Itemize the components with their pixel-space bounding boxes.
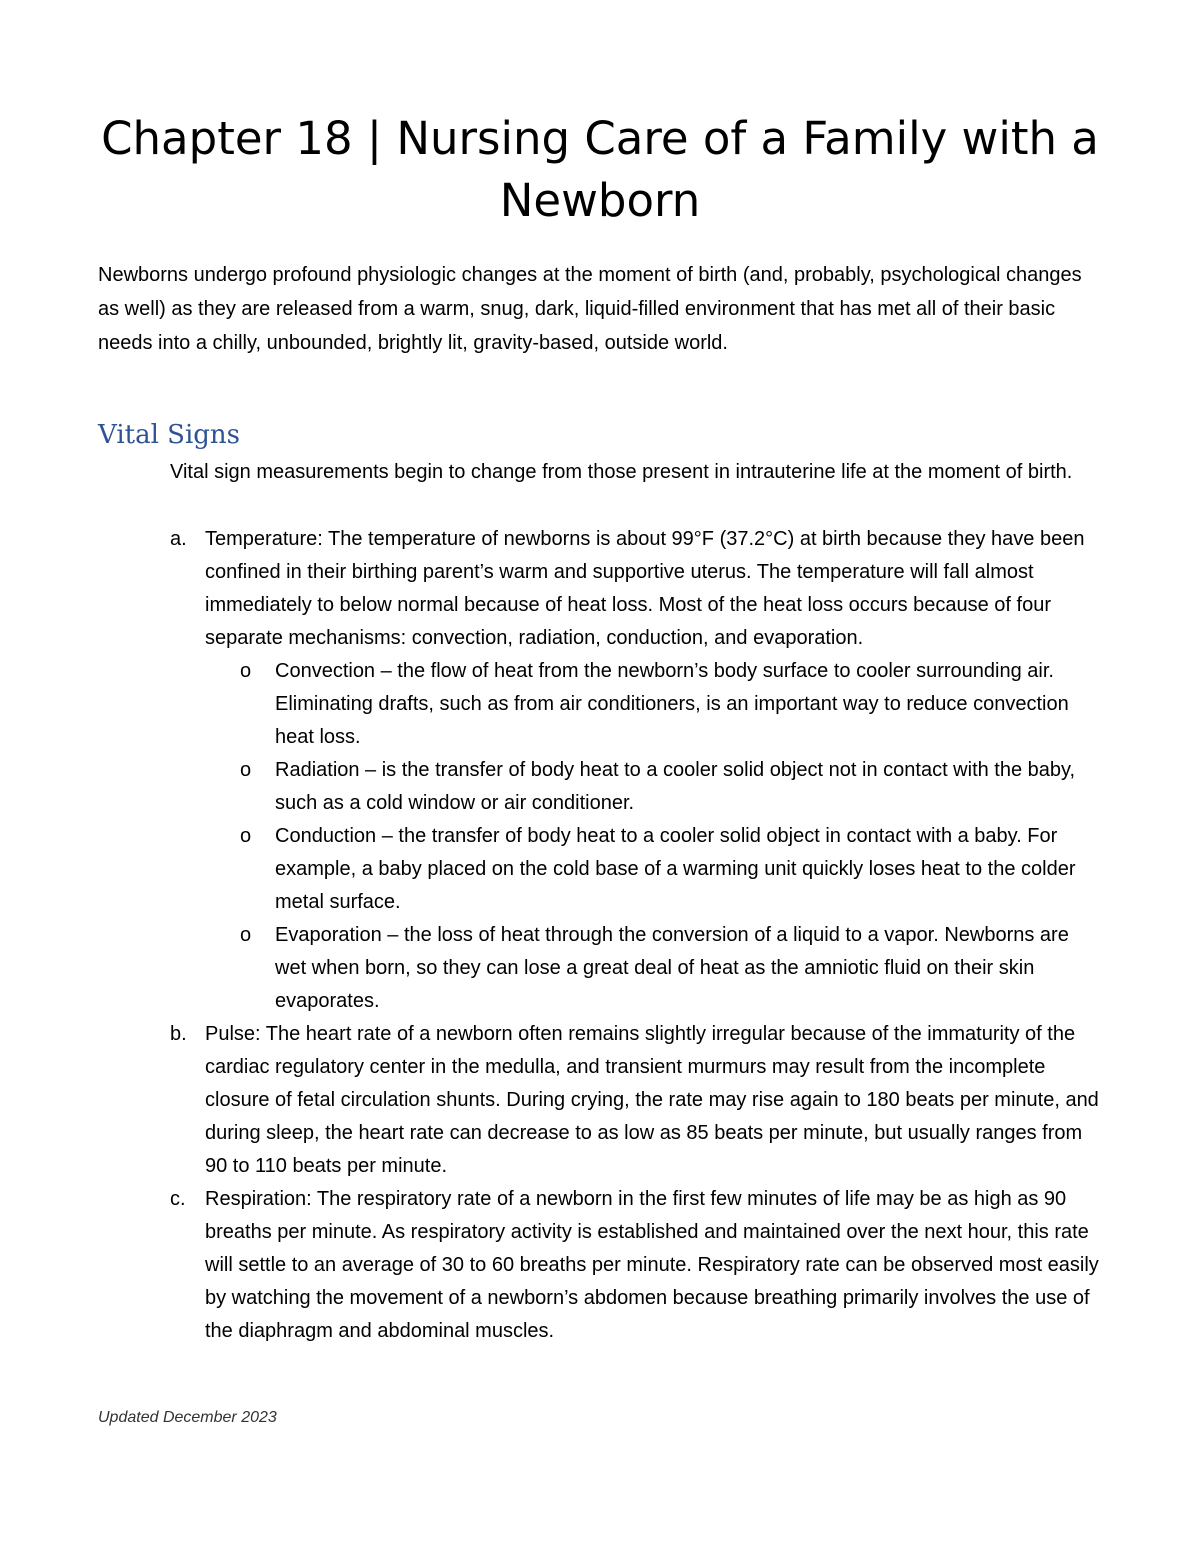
intro-paragraph: Newborns undergo profound physiologic changes at the moment of birth (and, probably, psychological changes as well) as they are released from a warm, snug, dark, liquid-filled environment that has met all of their basic needs into a chilly, unbounded, brightly lit, gravity-based, outside world. — [98, 264, 1082, 354]
list-item-text: Pulse: The heart rate of a newborn often remains slightly irregular because of the immaturity of the cardiac regulatory center in the medulla, and transient murmurs may result from the incomplete closure of fetal circulation shunts. During crying, the rate may rise again to 180 beats per minute, and during sleep, the heart rate can decrease to as low as 85 beats per minute, but usually ranges from 90 to 110 beats per minute. — [205, 1023, 1099, 1177]
list-marker: c. — [170, 1188, 186, 1210]
bullet-marker: o — [240, 660, 252, 682]
bullet-marker: o — [240, 924, 252, 946]
bullet-item-text: Conduction – the transfer of body heat to a cooler solid object in contact with a baby. For example, a baby placed on the cold base of a warming unit quickly loses heat to the colder metal surface. — [275, 825, 1076, 913]
section-intro-paragraph: Vital sign measurements begin to change from those present in intrauterine life at the moment of birth. — [170, 461, 1073, 483]
list-item-respiration — [170, 1183, 1105, 1348]
list-item-text: Temperature: The temperature of newborns is about 99°F (37.2°C) at birth because they have been confined in their birthing parent’s warm and supportive uterus. The temperature will fall almost immediately to below normal because of heat loss. Most of the heat loss occurs because of four separate mechanisms: convection, radiation, conduction, and evaporation. — [205, 528, 1085, 649]
bullet-item-text: Radiation – is the transfer of body heat to a cooler solid object not in contact with the baby, such as a cold window or air conditioner. — [275, 759, 1076, 814]
list-marker: b. — [170, 1023, 187, 1045]
bullet-item-text: Evaporation – the loss of heat through the conversion of a liquid to a vapor. Newborns are wet when born, so they can lose a great deal of heat as the amniotic fluid on their skin evaporates. — [275, 924, 1069, 1012]
list-item-pulse — [170, 1018, 1105, 1183]
page-title: Chapter 18 | Nursing Care of a Family with a Newborn — [101, 112, 1099, 227]
bullet-item-text: Convection – the flow of heat from the newborn’s body surface to cooler surrounding air. Eliminating drafts, such as from air conditioners, is an important way to reduce convection heat loss. — [275, 660, 1069, 748]
list-marker: a. — [170, 528, 187, 550]
list-item-temperature — [170, 523, 1105, 655]
footer-updated-date: Updated December 2023 — [98, 1409, 277, 1426]
bullet-item-evaporation — [240, 919, 1105, 1018]
bullet-item-radiation — [240, 754, 1105, 820]
bullet-marker: o — [240, 759, 252, 781]
bullet-item-conduction — [240, 820, 1105, 919]
section-heading-vital-signs: Vital Signs — [98, 420, 241, 450]
bullet-marker: o — [240, 825, 252, 847]
list-item-text: Respiration: The respiratory rate of a newborn in the first few minutes of life may be as high as 90 breaths per minute. As respiratory activity is established and maintained over the next hour, this rate will settle to an average of 30 to 60 breaths per minute. Respiratory rate can be observed most easily by watching the movement of a newborn’s abdomen because breathing primarily involves the use of the diaphragm and abdominal muscles. — [205, 1188, 1099, 1342]
bullet-item-convection — [240, 655, 1105, 754]
